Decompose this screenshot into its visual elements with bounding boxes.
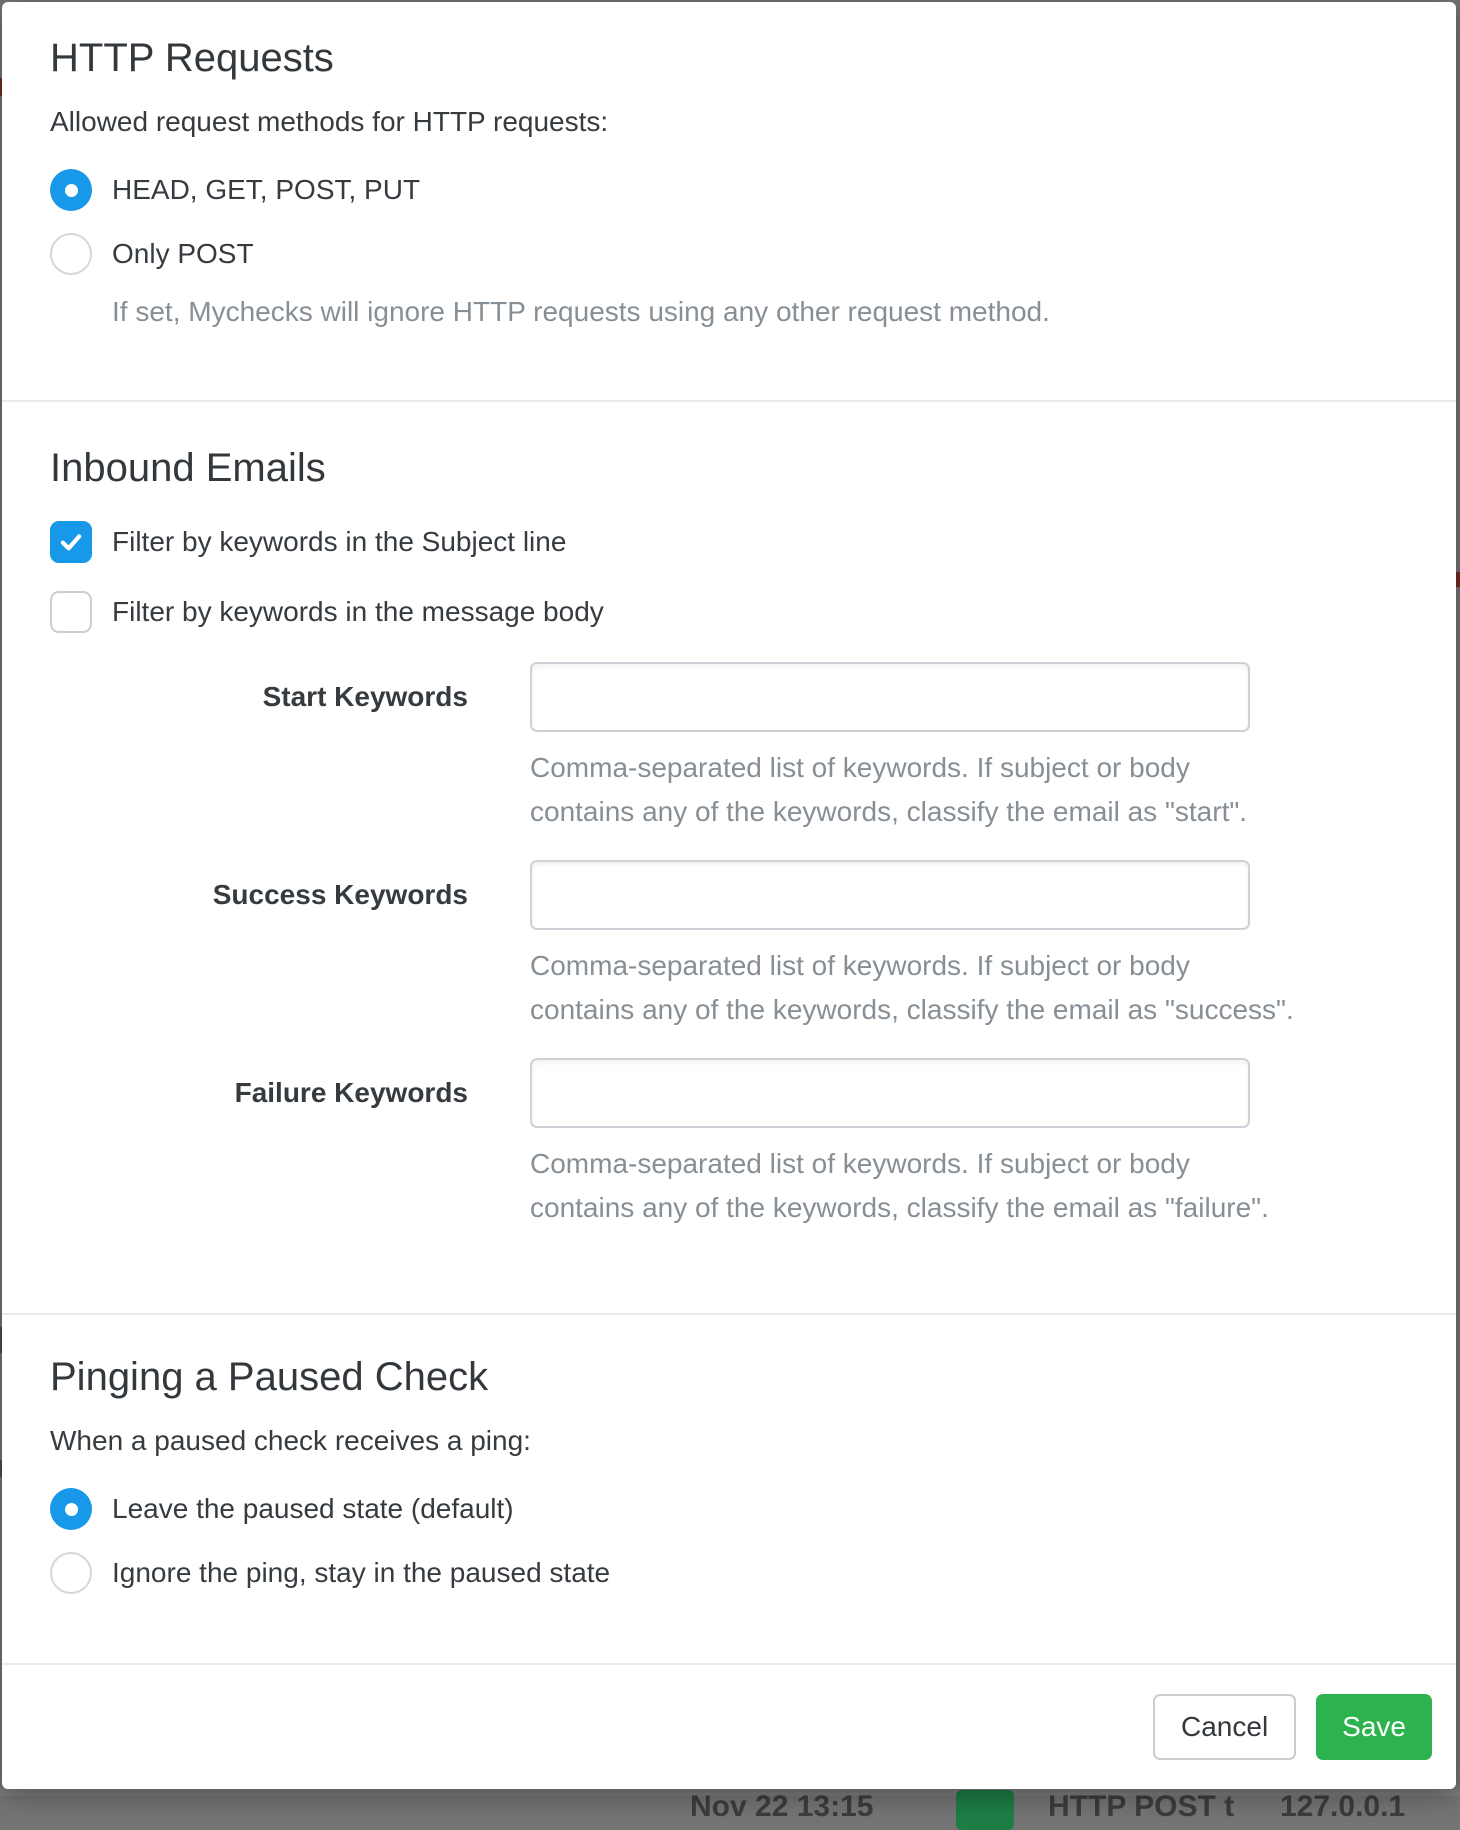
pinging-paused-intro: When a paused check receives a ping: — [50, 1425, 531, 1456]
radio-ignore-ping[interactable] — [50, 1552, 92, 1594]
background-text-fragment: 127.0.0.1 — [1280, 1790, 1406, 1823]
radio-leave-paused-label: Leave the paused state (default) — [112, 1493, 514, 1524]
failure-keywords-input[interactable] — [530, 1058, 1250, 1128]
section-pinging-paused — [2, 1315, 1456, 1665]
radio-methods-all[interactable] — [50, 169, 92, 211]
checkmark-icon — [57, 528, 85, 556]
backdrop-artifact — [1456, 572, 1460, 587]
background-text-fragment: HTTP POST t — [1048, 1790, 1235, 1823]
radio-methods-post-only[interactable] — [50, 233, 92, 275]
start-keywords-helper: Comma-separated list of keywords. If subject or body contains any of the keywords, classify the email as "start". — [530, 752, 1248, 827]
checkbox-filter-body-label: Filter by keywords in the message body — [112, 596, 604, 627]
radio-row-leave-paused — [50, 1477, 1408, 1541]
checkbox-filter-subject-label: Filter by keywords in the Subject line — [112, 526, 567, 557]
radio-methods-all-label: HEAD, GET, POST, PUT — [112, 174, 421, 205]
start-keywords-label: Start Keywords — [262, 681, 468, 712]
section-inbound-emails — [2, 402, 1456, 1315]
pinging-paused-heading: Pinging a Paused Check — [50, 1355, 489, 1399]
http-requests-note: If set, Mychecks will ignore HTTP requests using any other request method. — [112, 296, 1050, 327]
checkbox-filter-subject[interactable] — [50, 521, 92, 563]
background-status-badge — [956, 1790, 1014, 1830]
radio-row-methods-all — [50, 158, 1408, 222]
http-requests-intro: Allowed request methods for HTTP requests: — [50, 106, 609, 137]
save-button[interactable]: Save — [1316, 1694, 1432, 1760]
radio-dot — [65, 1503, 78, 1516]
background-page-row — [0, 1788, 1460, 1823]
check-settings-dialog — [2, 2, 1456, 1789]
http-requests-heading: HTTP Requests — [50, 36, 334, 80]
radio-methods-post-only-label: Only POST — [112, 238, 254, 269]
form-row-start-keywords — [50, 662, 1408, 834]
radio-dot — [65, 184, 78, 197]
success-keywords-label: Success Keywords — [212, 879, 468, 910]
checkbox-row-subject — [50, 510, 1408, 574]
radio-row-methods-post — [50, 222, 1408, 286]
radio-ignore-ping-label: Ignore the ping, stay in the paused state — [112, 1557, 611, 1588]
checkbox-row-body — [50, 580, 1408, 644]
start-keywords-input[interactable] — [530, 662, 1250, 732]
cancel-button[interactable]: Cancel — [1153, 1694, 1296, 1760]
failure-keywords-helper: Comma-separated list of keywords. If subject or body contains any of the keywords, classify the email as "failure". — [530, 1148, 1269, 1223]
form-row-failure-keywords — [50, 1058, 1408, 1230]
success-keywords-helper: Comma-separated list of keywords. If subject or body contains any of the keywords, classify the email as "success". — [530, 950, 1294, 1025]
inbound-emails-heading: Inbound Emails — [50, 446, 326, 490]
radio-leave-paused[interactable] — [50, 1488, 92, 1530]
checkbox-filter-body[interactable] — [50, 591, 92, 633]
dialog-footer — [2, 1665, 1456, 1789]
success-keywords-input[interactable] — [530, 860, 1250, 930]
background-text-fragment: Nov 22 13:15 — [690, 1790, 874, 1823]
form-row-success-keywords — [50, 860, 1408, 1032]
failure-keywords-label: Failure Keywords — [234, 1077, 468, 1108]
radio-row-ignore-ping — [50, 1541, 1408, 1605]
section-http-requests — [2, 2, 1456, 402]
